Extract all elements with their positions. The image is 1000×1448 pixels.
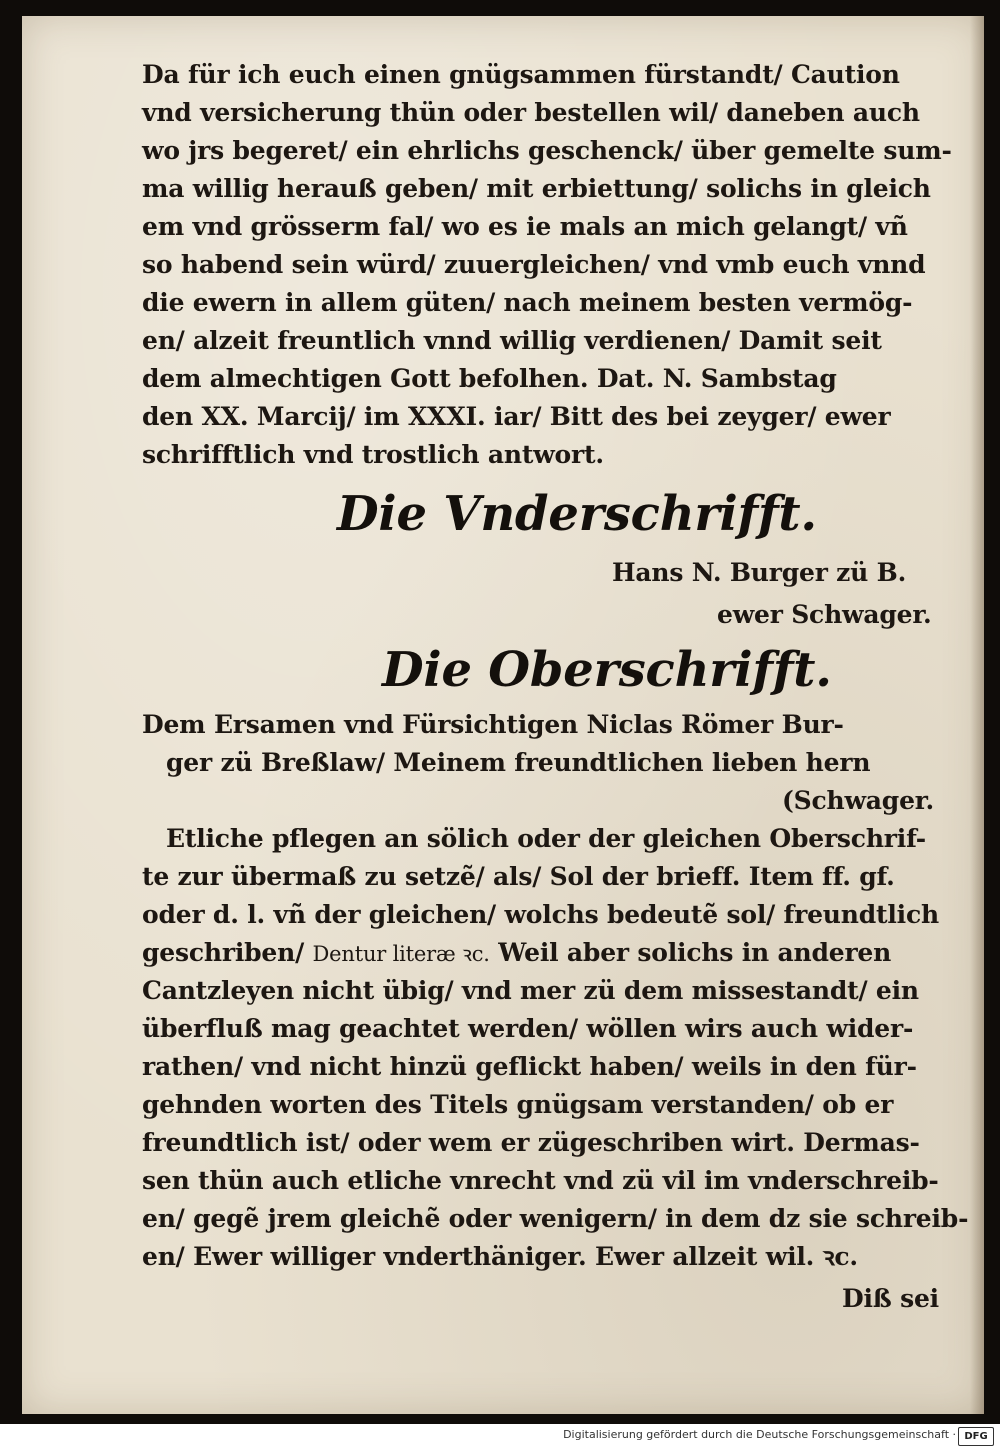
commentary-line: en/ gegẽ jrem gleichẽ oder wenigern/ in dem dz sie schreib- xyxy=(142,1204,969,1233)
address-line: Dem Ersamen vnd Fürsichtigen Niclas Römer Bur- xyxy=(142,710,844,739)
body-line: wo jrs begeret/ ein ehrlichs geschenck/ über gemelte sum- xyxy=(142,136,952,165)
book-page xyxy=(22,16,984,1414)
dfg-logo-icon: DFG xyxy=(958,1427,994,1446)
heading-superscription: Die Oberschrifft. xyxy=(382,642,832,698)
commentary-text: geschriben/ xyxy=(142,938,305,967)
commentary-line: sen thün auch etliche vnrecht vnd zü vil im vnderschreib- xyxy=(142,1166,939,1195)
address-line: ger zü Breßlaw/ Meinem freundtlichen lieben hern xyxy=(166,748,871,777)
body-line: den XX. Marcij/ im XXXI. iar/ Bitt des bei zeyger/ ewer xyxy=(142,402,891,431)
body-line: ma willig herauß geben/ mit erbiettung/ solichs in gleich xyxy=(142,174,931,203)
commentary-line xyxy=(142,934,891,972)
commentary-line: freundtlich ist/ oder wem er zügeschriben wirt. Dermas- xyxy=(142,1128,920,1157)
body-line: die ewern in allem güten/ nach meinem besten vermög- xyxy=(142,288,913,317)
commentary-line: Etliche pflegen an sölich oder der gleichen Oberschrif- xyxy=(166,824,926,853)
commentary-line: te zur übermaß zu setzẽ/ als/ Sol der brieff. Item ff. gf. xyxy=(142,862,895,891)
latin-phrase: Dentur literæ ꝛc. xyxy=(312,942,490,966)
body-line: dem almechtigen Gott befolhen. Dat. N. Sambstag xyxy=(142,364,837,393)
commentary-line: gehnden worten des Titels gnügsam verstanden/ ob er xyxy=(142,1090,894,1119)
body-line: so habend sein würd/ zuuergleichen/ vnd vmb euch vnnd xyxy=(142,250,926,279)
heading-subscription: Die Vnderschrifft. xyxy=(337,486,817,542)
page-edge-shadow xyxy=(970,16,984,1414)
digitization-footer xyxy=(0,1424,1000,1448)
body-line: vnd versicherung thün oder bestellen wil/ daneben auch xyxy=(142,98,920,127)
commentary-line: überfluß mag geachtet werden/ wöllen wirs auch wider- xyxy=(142,1014,914,1043)
commentary-line: oder d. l. vñ der gleichen/ wolchs bedeutẽ sol/ freundtlich xyxy=(142,900,939,929)
signature-line: Hans N. Burger zü B. xyxy=(612,558,907,587)
signature-line: ewer Schwager. xyxy=(717,600,932,629)
commentary-line: en/ Ewer williger vnderthäniger. Ewer allzeit wil. ꝛc. xyxy=(142,1242,858,1271)
commentary-line: rathen/ vnd nicht hinzü geflickt haben/ weils in den für- xyxy=(142,1052,917,1081)
body-line: schrifftlich vnd trostlich antwort. xyxy=(142,440,604,469)
address-line: (Schwager. xyxy=(782,786,934,815)
body-line: en/ alzeit freuntlich vnnd willig verdienen/ Damit seit xyxy=(142,326,882,355)
body-line: Da für ich euch einen gnügsammen fürstandt/ Caution xyxy=(142,60,900,89)
commentary-text: Weil aber solichs in anderen xyxy=(498,938,892,967)
commentary-line: Cantzleyen nicht übig/ vnd mer zü dem missestandt/ ein xyxy=(142,976,919,1005)
body-line: em vnd grösserm fal/ wo es ie mals an mich gelangt/ vñ xyxy=(142,212,908,241)
catchword: Diß sei xyxy=(842,1284,939,1313)
funding-credit: Digitalisierung gefördert durch die Deutsche Forschungsgemeinschaft · xyxy=(563,1428,956,1441)
